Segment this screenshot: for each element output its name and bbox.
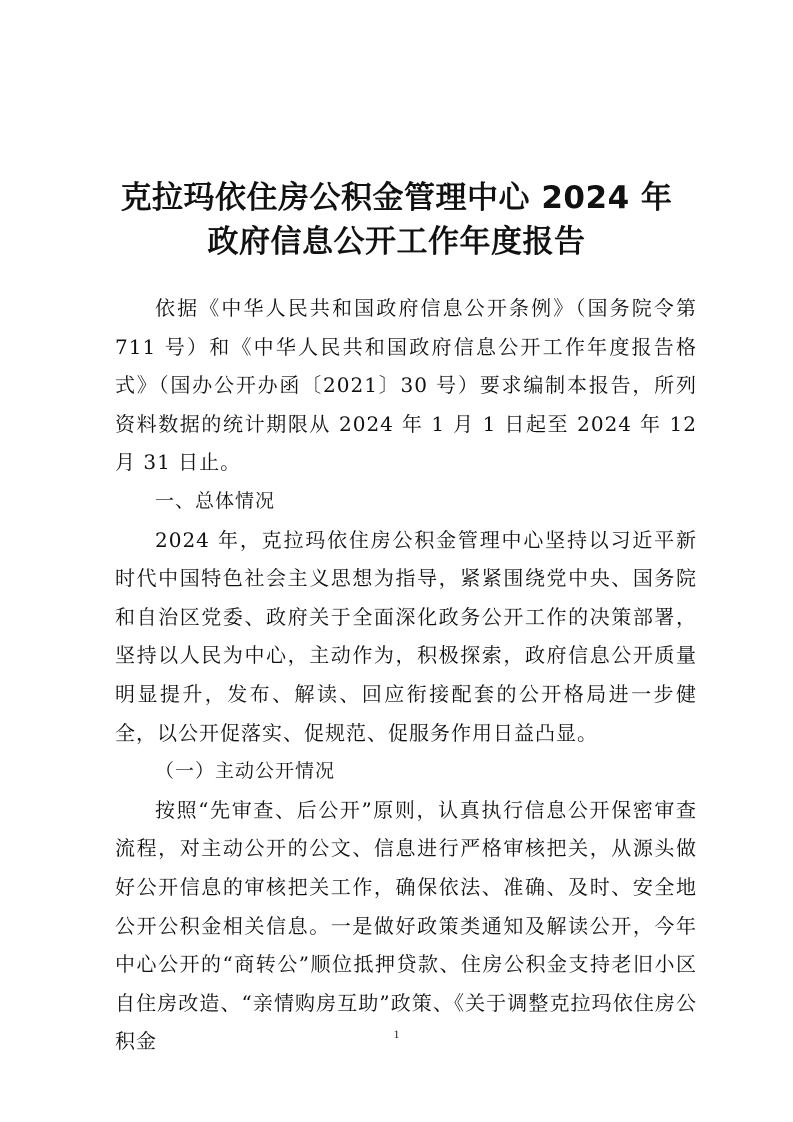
section-heading-overview: 一、总体情况 <box>155 489 276 512</box>
active-disclosure-paragraph: 按照“先审查、后公开”原则，认真执行信息公开保密审查流程，对主动公开的公文、信息进行严格审核把关，从源头做好公开信息的审核把关工作，确保依法、准确、及时、安全地公开公积金相关信息。一是做好政策类通知及解读公开，今年中心公开的“商转公”顺位抵押贷款、住房公积金支持老旧小区自住房改造、“亲情购房互助”政策、《关于调整克拉玛依住房公积金 <box>115 797 697 1054</box>
page-number: 1 <box>393 1027 400 1041</box>
document-title-line2: 政府信息公开工作年度报告 <box>207 224 586 260</box>
document-title-line1: 克拉玛依住房公积金管理中心 2024 年 <box>120 180 673 216</box>
overview-paragraph: 2024 年，克拉玛依住房公积金管理中心坚持以习近平新时代中国特色社会主义思想为指导，紧紧围绕党中央、国务院和自治区党委、政府关于全面深化政务公开工作的决策部署，坚持以人民为中心，主动作为，积极探索，政府信息公开质量明显提升，发布、解读、回应衔接配套的公开格局进一步健全，以公开促落实、促规范、促服务作用日益凸显。 <box>115 527 697 745</box>
subsection-heading-active-disclosure: （一）主动公开情况 <box>155 760 336 783</box>
intro-paragraph: 依据《中华人民共和国政府信息公开条例》（国务院令第711 号）和《中华人民共和国政府信息公开工作年度报告格式》（国办公开办函〔2021〕30 号）要求编制本报告，所列资料数据的统计期限从 2024 年 1 月 1 日起至 2024 年 12 月 31 日止。 <box>115 296 697 475</box>
document-body <box>115 289 697 1061</box>
